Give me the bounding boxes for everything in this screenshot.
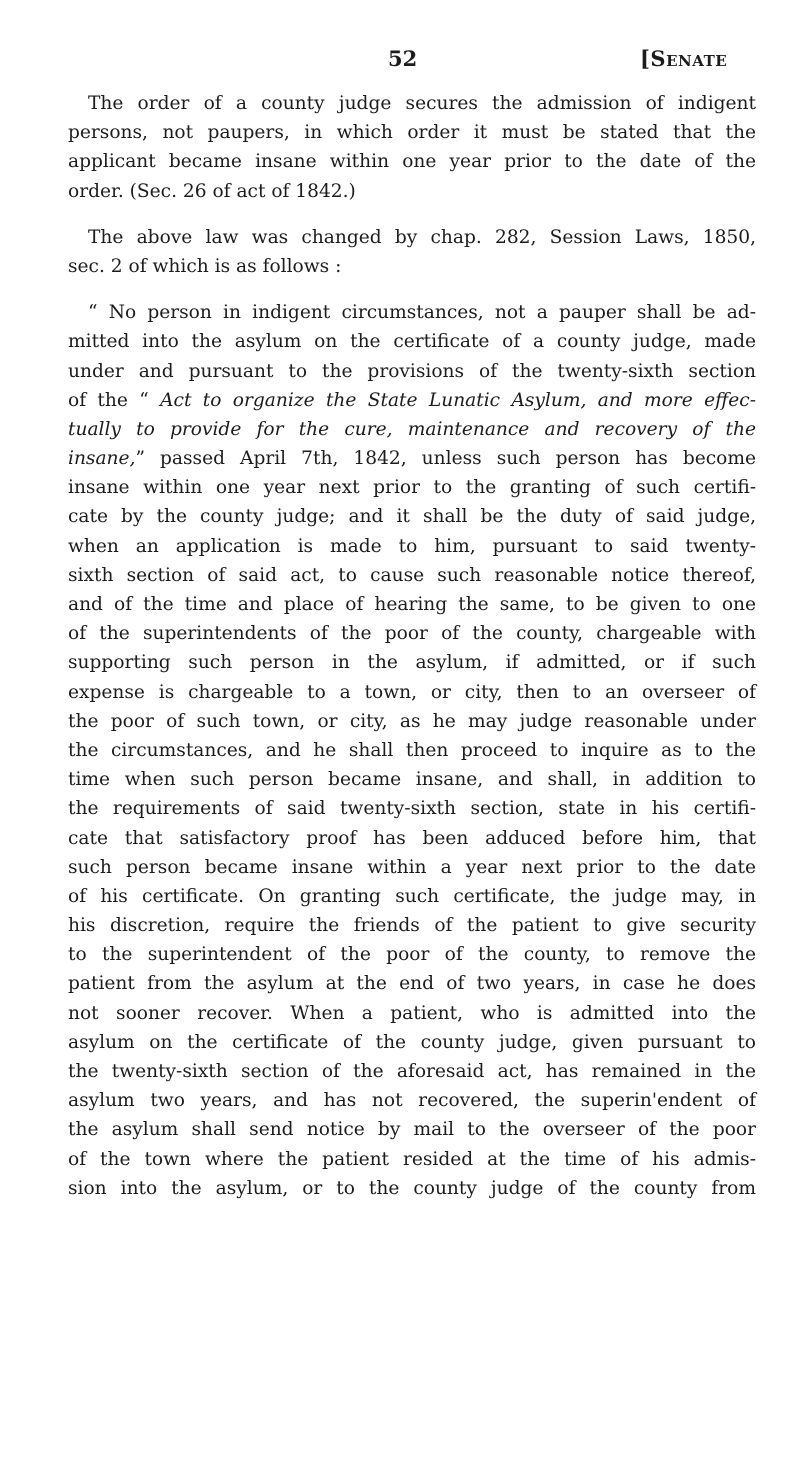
text-line xyxy=(68,1291,756,1320)
text-line: expense is chargeable to a town, or city, then to an overseer of xyxy=(68,681,756,703)
text-line: The above law was changed by chap. 282, Session Laws, 1850, xyxy=(88,226,756,248)
text-line xyxy=(68,1261,756,1290)
section-label: [Senate xyxy=(640,46,728,71)
text-line: of the town where the patient resided at the time of his admis- xyxy=(68,1148,756,1170)
text-line: cate that satisfactory proof has been adduced before him, that xyxy=(68,827,756,849)
running-head xyxy=(0,46,800,76)
text-line: applicant became insane within one year prior to the date of the xyxy=(68,151,756,173)
text-line: The order of a county judge secures the admission of indigent xyxy=(88,93,756,114)
text-line: cate by the county judge; and it shall be the duty of said judge, xyxy=(68,506,756,528)
paragraph xyxy=(68,223,756,281)
text-line: the requirements of said twenty-sixth section, state in his certifi- xyxy=(68,798,756,820)
line-text: ” passed April 7th, 1842, unless such person has become xyxy=(135,448,756,470)
text-line xyxy=(68,1232,756,1261)
text-line: when an application is made to him, pursuant to said twenty- xyxy=(68,535,756,557)
text-line: order. (Sec. 26 of act of 1842.) xyxy=(68,180,356,202)
paragraph-spacer xyxy=(68,281,756,298)
text-line: under and pursuant to the provisions of the twenty-sixth section xyxy=(68,360,756,382)
text-line: supporting such person in the asylum, if admitted, or if such xyxy=(68,652,756,674)
act-title-italic: tually to provide for the cure, maintenance and recovery of the xyxy=(68,418,756,440)
text-line: sec. 2 of which is as follows : xyxy=(68,255,342,277)
text-line: the twenty-sixth section of the aforesaid act, has remained in the xyxy=(68,1061,756,1082)
paragraph xyxy=(68,89,756,206)
text-line: the poor of such town, or city, as he may judge reasonable under xyxy=(68,710,756,732)
text-line: asylum on the certificate of the county judge, given pursuant to xyxy=(68,1031,756,1053)
text-line: not sooner recover. When a patient, who is admitted into the xyxy=(68,1002,756,1024)
text-line xyxy=(68,386,756,415)
text-line: of the superintendents of the poor of the county, chargeable with xyxy=(68,623,756,645)
text-line xyxy=(68,415,756,444)
text-line: “ No person in indigent circumstances, not a pauper shall be ad- xyxy=(88,302,756,324)
act-title-italic: Act to organize the State Lunatic Asylum, and more effec- xyxy=(160,389,757,411)
text-line xyxy=(68,444,756,473)
text-line: the circumstances, and he shall then proceed to inquire as to the xyxy=(68,739,756,761)
text-line: patient from the asylum at the end of two years, in case he does xyxy=(68,973,756,995)
text-line: the asylum shall send notice by mail to the overseer of the poor xyxy=(68,1119,756,1141)
text-line: such person became insane within a year next prior to the date xyxy=(68,856,756,878)
text-line: his discretion, require the friends of the patient to give security xyxy=(68,915,756,937)
paragraph-spacer xyxy=(68,206,756,223)
text-line: and of the time and place of hearing the same, to be given to one xyxy=(68,594,756,615)
quoted-paragraph xyxy=(68,298,756,1320)
line-text: of the “ xyxy=(68,389,161,411)
text-line: time when such person became insane, and shall, in addition to xyxy=(68,769,756,791)
text-line xyxy=(68,1203,756,1232)
text-line: sion into the asylum, or to the county judge of the county from xyxy=(68,1177,756,1199)
page-number: 52 xyxy=(388,46,418,71)
text-line: insane within one year next prior to the granting of such certifi- xyxy=(68,477,756,499)
body-text xyxy=(68,89,756,1320)
text-line: asylum two years, and has not recovered, the superin'endent of xyxy=(68,1090,756,1112)
text-line: persons, not paupers, in which order it must be stated that the xyxy=(68,122,756,144)
act-title-italic: insane, xyxy=(68,448,136,470)
text-line: to the superintendent of the poor of the county, to remove the xyxy=(68,944,756,966)
text-line: mitted into the asylum on the certificate of a county judge, made xyxy=(68,331,756,353)
text-line: of his certificate. On granting such certificate, the judge may, in xyxy=(68,885,756,907)
text-line: sixth section of said act, to cause such reasonable notice thereof, xyxy=(68,564,756,586)
